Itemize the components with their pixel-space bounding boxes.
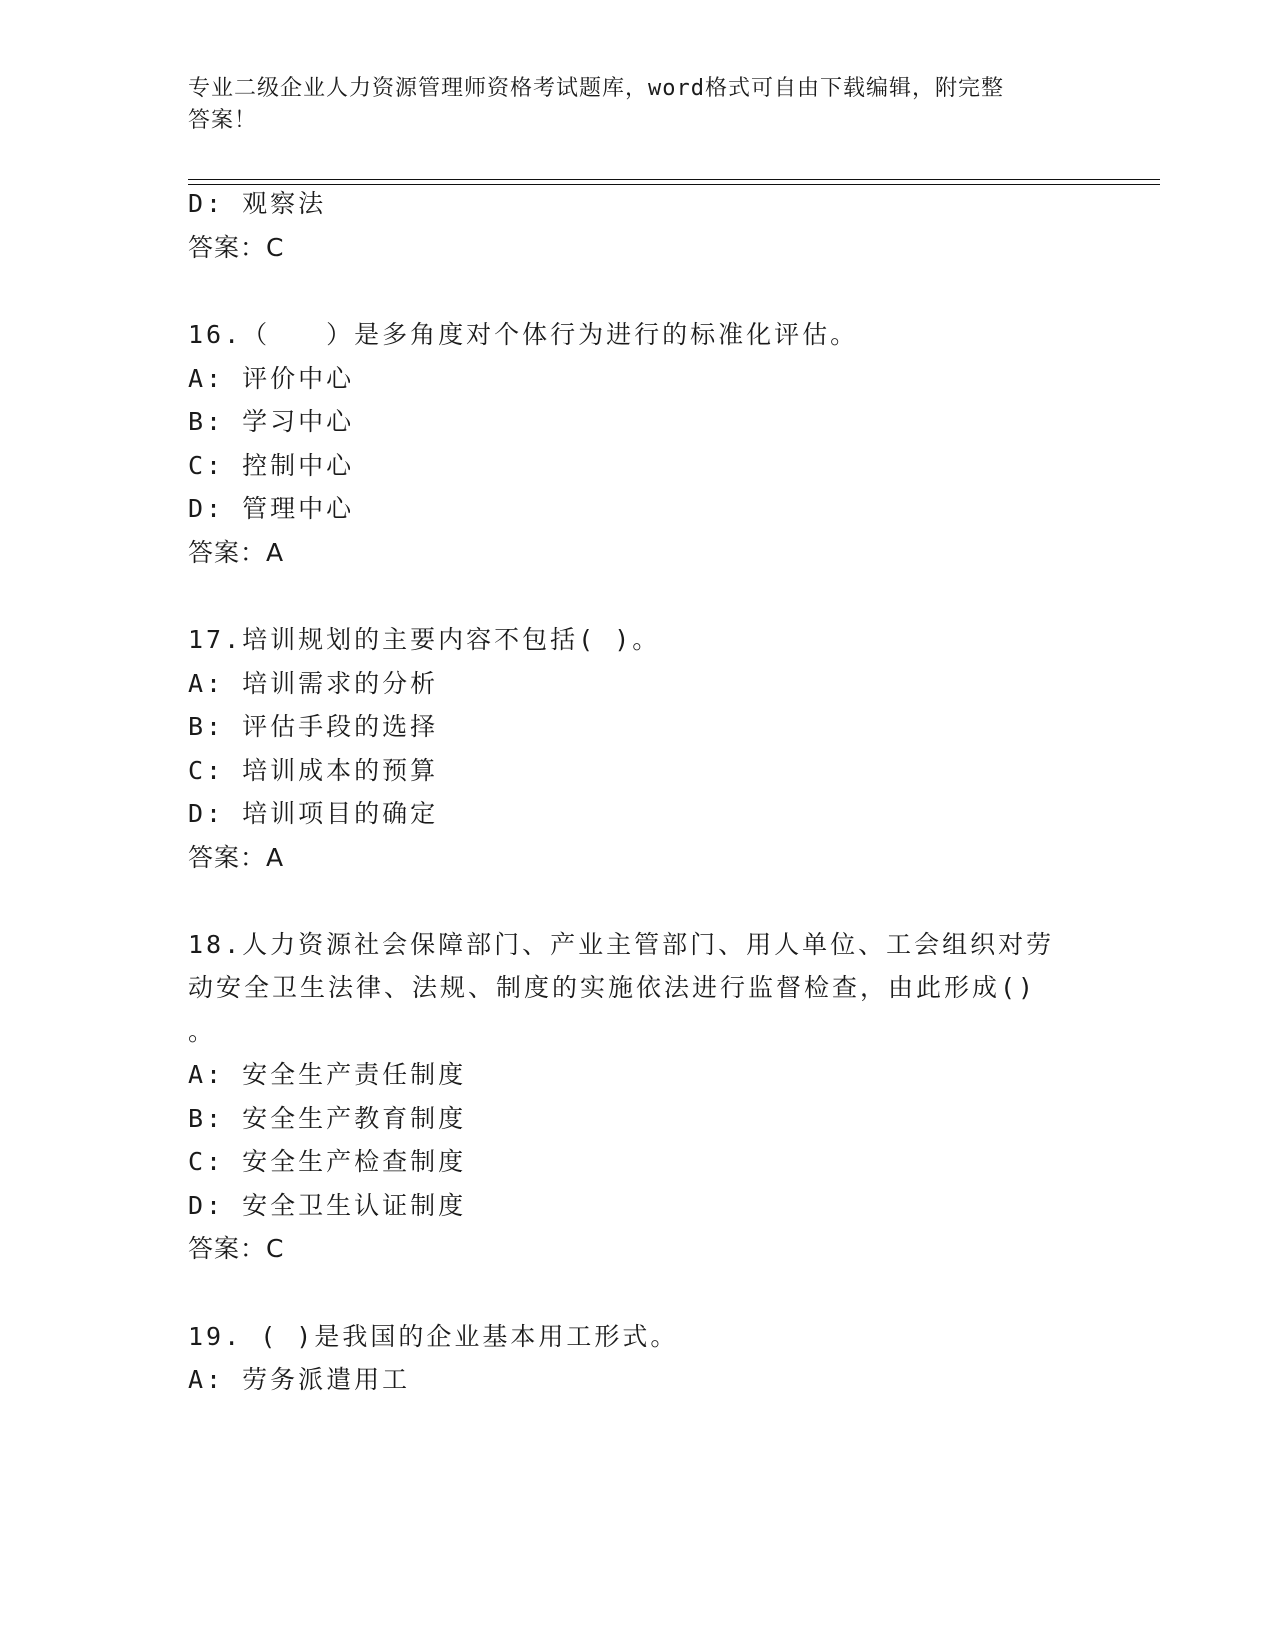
header-divider-top <box>188 179 1160 180</box>
answer-label: 答案：C <box>188 233 285 262</box>
question-19-stem: 19. ( )是我国的企业基本用工形式。 <box>188 1322 679 1351</box>
question-16-stem: 16.（ ）是多角度对个体行为进行的标准化评估。 <box>188 320 859 349</box>
question-16-option-a: A: 评价中心 <box>188 364 355 393</box>
header-line-1: 专业二级企业人力资源管理师资格考试题库，word格式可自由下载编辑，附完整 <box>188 76 1004 101</box>
question-18-answer: 答案：C <box>188 1234 285 1263</box>
question-18-option-b: B: 安全生产教育制度 <box>188 1104 467 1133</box>
option-d: D: 观察法 <box>188 189 327 218</box>
question-17-stem: 17.培训规划的主要内容不包括( )。 <box>188 625 661 654</box>
header-divider-bottom <box>188 184 1160 185</box>
question-16-option-d: D: 管理中心 <box>188 494 355 523</box>
question-16-option-c: C: 控制中心 <box>188 451 355 480</box>
question-18-stem-line-3: 。 <box>188 1017 217 1046</box>
question-18-option-d: D: 安全卫生认证制度 <box>188 1191 467 1220</box>
question-17-option-a: A: 培训需求的分析 <box>188 669 439 698</box>
question-16-answer: 答案：A <box>188 538 285 567</box>
question-17-answer: 答案：A <box>188 843 285 872</box>
question-18-option-a: A: 安全生产责任制度 <box>188 1060 467 1089</box>
header-line-2: 答案！ <box>188 108 258 133</box>
question-18-option-c: C: 安全生产检查制度 <box>188 1147 467 1176</box>
question-19-option-a: A: 劳务派遣用工 <box>188 1365 411 1394</box>
question-17-option-d: D: 培训项目的确定 <box>188 799 439 828</box>
question-17-option-c: C: 培训成本的预算 <box>188 756 439 785</box>
question-18-stem-line-2: 动安全卫生法律、法规、制度的实施依法进行监督检查，由此形成() <box>188 973 1037 1002</box>
page-header <box>188 73 1088 137</box>
question-17-option-b: B: 评估手段的选择 <box>188 712 439 741</box>
question-18-stem-line-1: 18.人力资源社会保障部门、产业主管部门、用人单位、工会组织对劳 <box>188 930 1055 959</box>
question-16-option-b: B: 学习中心 <box>188 407 355 436</box>
